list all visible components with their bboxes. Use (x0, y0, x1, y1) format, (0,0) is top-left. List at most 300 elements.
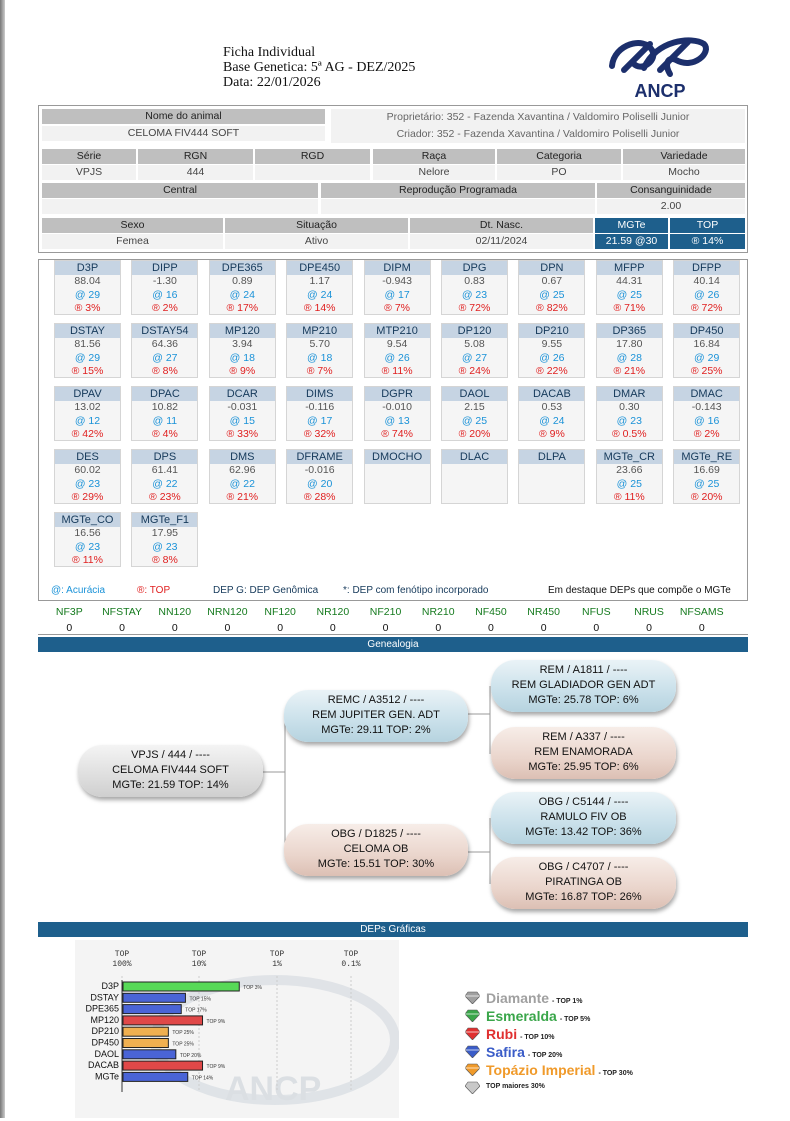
categoria-value: PO (497, 165, 621, 180)
dep-name: MP210 (287, 324, 352, 338)
medal-top: - TOP 10% (520, 1034, 555, 1041)
rgd-label: RGD (255, 149, 370, 164)
dep-accuracy: @ 23 (152, 540, 178, 553)
gem-icon (465, 1081, 480, 1094)
count-value-nr210: 0 (435, 622, 442, 634)
dep-card-dmar (596, 386, 663, 441)
dep-accuracy: @ 15 (229, 414, 255, 427)
count-value-nrn120: 0 (224, 622, 231, 634)
dep-value: 16.56 (74, 527, 101, 539)
dep-name: DPS (132, 450, 197, 464)
dtnasc-value: 02/11/2024 (410, 234, 593, 249)
dep-accuracy: @ 27 (461, 351, 488, 364)
dep-accuracy: @ 13 (384, 414, 410, 427)
dep-value: 3.94 (232, 338, 253, 350)
dep-name: DFPP (674, 261, 739, 275)
graphs-header: DEPs Gráficas (38, 922, 748, 937)
pedigree-mgte: MGTe: 21.59 TOP: 14% (112, 779, 229, 791)
pedigree-sire-dam[interactable] (491, 727, 676, 779)
dep-top: ® 21% (613, 365, 646, 377)
dep-card-d3p (54, 260, 121, 315)
pedigree-dam-dam[interactable] (491, 857, 676, 909)
dep-value: 40.14 (693, 275, 720, 287)
count-value-nrus: 0 (646, 622, 652, 634)
ancp-logo-text: ANCP (634, 81, 686, 101)
chart-bar-dp210 (123, 1027, 168, 1036)
dep-name: D3P (55, 261, 120, 275)
dep-card-dpg (441, 260, 508, 315)
count-label-nf210: NF210 (369, 606, 402, 618)
dep-name: DMS (210, 450, 275, 464)
dep-value: 13.02 (74, 401, 101, 413)
count-value-nfus: 0 (593, 622, 600, 634)
dep-value: -0.031 (227, 401, 258, 413)
legend-phenotype: *: DEP com fenótipo incorporado (343, 585, 489, 596)
dep-card-dmac (673, 386, 740, 441)
dep-top: ® 29% (71, 491, 104, 503)
animal-info-box (38, 105, 748, 253)
genealogy-header: Genealogia (38, 637, 748, 652)
legend-accuracy: @: Acurácia (51, 585, 106, 596)
dep-name: DPAC (132, 387, 197, 401)
dep-value: 5.70 (309, 338, 330, 350)
dep-card-mgte_re (673, 449, 740, 504)
medal-top: - TOP 5% (559, 1016, 591, 1023)
reproducao-label: Reprodução Programada (321, 183, 595, 198)
dep-top: ® 11% (72, 554, 103, 566)
top-label: TOP (670, 218, 745, 233)
dep-accuracy: @ 25 (616, 477, 642, 490)
dep-accuracy: @ 25 (694, 477, 720, 490)
count-label-nfus: NFUS (582, 606, 611, 618)
dep-accuracy: @ 27 (152, 351, 178, 364)
animal-name: CELOMA FIV444 SOFT (42, 126, 325, 141)
dep-top: ® 42% (71, 428, 104, 440)
dep-name: DSTAY (55, 324, 120, 338)
legend-genomic: DEP G: DEP Genômica (213, 585, 319, 596)
dep-name: DES (55, 450, 120, 464)
dep-top: ® 20% (458, 428, 491, 440)
dep-top (442, 491, 507, 505)
chart-category-label: DAOL (94, 1048, 119, 1059)
breeder: Criador: 352 - Fazenda Xavantina / Valdomiro Poliselli Junior (396, 128, 680, 140)
count-label-nf450: NF450 (475, 606, 507, 618)
dep-value: 88.04 (74, 275, 101, 287)
rgd-value (255, 165, 370, 180)
dep-accuracy: @ 26 (384, 351, 410, 364)
dep-top: ® 17% (226, 302, 259, 314)
dep-value: 10.82 (151, 401, 179, 413)
dep-value: 60.02 (74, 464, 101, 476)
count-label-nrn120: NRN120 (207, 606, 248, 618)
pedigree-name: PIRATINGA OB (545, 876, 622, 888)
dep-top: ® 8% (151, 554, 178, 566)
dep-name: MGTe_CR (597, 450, 662, 464)
dep-value: -0.116 (305, 401, 335, 413)
chart-category-label: DSTAY (90, 992, 119, 1003)
dep-name: DP450 (674, 324, 739, 338)
dep-value: 0.30 (619, 401, 640, 413)
dep-name: DPE450 (287, 261, 352, 275)
dep-accuracy: @ 26 (539, 351, 565, 364)
dep-card-mgte_co (54, 512, 121, 567)
dep-accuracy: @ 24 (307, 288, 333, 301)
dep-accuracy: @ 24 (539, 414, 565, 427)
dep-value: -0.010 (382, 401, 412, 413)
dep-card-dpav (54, 386, 121, 441)
situacao-value: Ativo (225, 234, 408, 249)
dep-card-dlpa (518, 449, 585, 504)
dep-card-mp120 (209, 323, 276, 378)
count-label-nn120: NN120 (158, 606, 192, 618)
dep-accuracy: @ 11 (152, 414, 178, 427)
dep-top (365, 491, 430, 505)
dep-top: ® 4% (151, 428, 178, 440)
medal-top: - TOP 30% (598, 1070, 633, 1077)
dep-name: DPE365 (210, 261, 275, 275)
dep-accuracy: @ 16 (152, 288, 178, 301)
dep-card-dcar (209, 386, 276, 441)
count-label-nf3p: NF3P (55, 606, 83, 618)
chart-bar-mp120 (123, 1016, 203, 1025)
dep-top: ® 11% (381, 365, 413, 377)
dep-accuracy (365, 478, 430, 492)
dep-accuracy: @ 23 (74, 477, 101, 490)
pedigree-sire[interactable] (284, 690, 468, 742)
dep-card-dp450 (673, 323, 740, 378)
pedigree-mgte: MGTe: 25.95 TOP: 6% (528, 761, 639, 773)
dep-card-dstay (54, 323, 121, 378)
pedigree-sire-sire[interactable] (491, 660, 676, 712)
sexo-value: Femea (42, 234, 223, 249)
chart-bar-label: TOP 3% (243, 985, 262, 991)
pedigree-mgte: MGTe: 25.78 TOP: 6% (528, 694, 639, 706)
dep-top: ® 14% (303, 302, 336, 314)
dep-card-dlac (441, 449, 508, 504)
chart-bar-label: TOP 17% (185, 1007, 207, 1014)
consanguinidade-value: 2.00 (597, 199, 745, 214)
dep-card-dacab (518, 386, 585, 441)
chart-bar-daol (123, 1050, 176, 1059)
dep-name: DMAR (597, 387, 662, 401)
dep-value: 0.89 (232, 275, 253, 287)
dep-name: DMOCHO (365, 450, 430, 464)
dep-name: DACAB (519, 387, 584, 401)
dep-card-dmocho (364, 449, 431, 504)
chart-bar-dpe365 (123, 1005, 181, 1014)
chart-column-header: 0.1% (341, 960, 361, 969)
dep-accuracy (442, 478, 507, 492)
medal-name: Rubi - TOP 10% (486, 1026, 555, 1042)
dep-accuracy: @ 12 (74, 414, 101, 427)
dep-accuracy: @ 22 (229, 477, 255, 490)
dep-top: ® 33% (226, 428, 259, 440)
count-label-nfstay: NFSTAY (102, 606, 142, 618)
count-label-nr450: NR450 (527, 606, 560, 618)
pedigree-id: VPJS / 444 / ---- (131, 749, 210, 761)
count-label-nrus: NRUS (634, 606, 664, 618)
dep-accuracy: @ 18 (229, 351, 255, 364)
chart-bar-label: TOP 9% (206, 1018, 226, 1025)
legend-top: ®: TOP (137, 585, 171, 596)
dep-value: -0.143 (691, 401, 722, 413)
dep-accuracy: @ 29 (74, 351, 101, 364)
dep-card-dipp (131, 260, 198, 315)
dep-name: DCAR (210, 387, 275, 401)
mgte-value: 21.59 @30 (595, 234, 668, 249)
pedigree-mgte: MGTe: 15.51 TOP: 30% (317, 858, 435, 870)
chart-column-header: 100% (112, 960, 132, 969)
chart-bar-label: TOP 25% (172, 1030, 194, 1037)
count-value-nf450: 0 (488, 622, 494, 634)
dep-value (365, 464, 430, 478)
pedigree-id: REM / A1811 / ---- (539, 664, 628, 676)
medal-name: Esmeralda - TOP 5% (486, 1008, 591, 1024)
dep-value: 64.36 (151, 338, 179, 350)
count-value-nfstay: 0 (119, 622, 125, 634)
dep-name: DP365 (597, 324, 662, 338)
dep-value: 0.53 (541, 401, 563, 413)
pedigree-name: REM JUPITER GEN. ADT (312, 709, 440, 721)
dep-accuracy: @ 17 (307, 414, 333, 427)
dep-card-mfpp (596, 260, 663, 315)
chart-category-label: DPE365 (85, 1003, 119, 1014)
categoria-label: Categoria (497, 149, 621, 164)
pedigree-id: REM / A337 / ---- (542, 731, 625, 743)
dep-accuracy: @ 16 (694, 414, 720, 427)
chart-bar-d3p (123, 982, 239, 991)
gem-icon (465, 1063, 480, 1076)
variedade-value: Mocho (623, 165, 745, 180)
dep-card-mgte_cr (596, 449, 663, 504)
dep-accuracy (519, 478, 584, 492)
dtnasc-label: Dt. Nasc. (410, 218, 593, 233)
dep-name: DAOL (442, 387, 507, 401)
central-value (42, 199, 318, 214)
dep-value: 5.08 (464, 338, 485, 350)
dep-name: MFPP (597, 261, 662, 275)
medal-top: - TOP 1% (552, 998, 583, 1005)
dep-card-dims (286, 386, 353, 441)
chart-category-label: D3P (101, 981, 119, 991)
count-value-nf3p: 0 (66, 622, 73, 634)
dep-top: ® 74% (381, 428, 413, 440)
pedigree-mgte: MGTe: 16.87 TOP: 26% (525, 891, 642, 903)
pedigree-dam[interactable] (284, 824, 468, 876)
dep-name: DIMS (287, 387, 352, 401)
dep-accuracy: @ 23 (74, 540, 101, 553)
dep-accuracy: @ 22 (152, 477, 178, 490)
counts-divider (38, 634, 748, 635)
dep-top: ® 15% (71, 365, 104, 377)
dep-value: 2.15 (464, 401, 485, 413)
dep-accuracy: @ 25 (461, 414, 488, 427)
dep-name: DGPR (365, 387, 430, 401)
dep-value: 44.31 (616, 275, 643, 287)
chart-bar-label: TOP 9% (206, 1064, 226, 1071)
count-value-nr450: 0 (540, 622, 547, 634)
dep-top: ® 9% (538, 428, 565, 440)
dep-name: DLAC (442, 450, 507, 464)
dep-card-dgpr (364, 386, 431, 441)
dep-accuracy: @ 29 (694, 351, 720, 364)
dep-top: ® 32% (303, 428, 336, 440)
dep-value: 9.55 (541, 338, 563, 350)
count-label-nfsams: NFSAMS (679, 606, 724, 618)
dep-name: DP120 (442, 324, 507, 338)
dep-card-dp210 (518, 323, 585, 378)
dep-top: ® 11% (613, 491, 645, 503)
dep-card-dfpp (673, 260, 740, 315)
dep-accuracy: @ 25 (539, 288, 565, 301)
dep-accuracy: @ 24 (229, 288, 255, 301)
dep-top: ® 20% (690, 491, 723, 503)
report-header (223, 45, 415, 90)
dep-value: 16.69 (693, 464, 720, 476)
dep-name: DPG (442, 261, 507, 275)
dep-name: DFRAME (287, 450, 352, 464)
dep-name: DPN (519, 261, 584, 275)
dep-value: -0.943 (382, 275, 412, 287)
medal-name: Safira - TOP 20% (486, 1044, 563, 1060)
dep-value: 0.83 (464, 275, 485, 287)
dep-top: ® 2% (151, 302, 178, 314)
legend-mgte-note: Em destaque DEPs que compõe o MGTe (548, 585, 731, 596)
dep-value: 62.96 (229, 464, 256, 476)
pedigree-id: OBG / D1825 / ---- (331, 828, 421, 840)
dep-name: DSTAY54 (132, 324, 197, 338)
chart-category-label: MGTe (94, 1071, 119, 1082)
dep-name: DMAC (674, 387, 739, 401)
dep-accuracy: @ 29 (74, 288, 101, 301)
dep-accuracy: @ 25 (616, 288, 642, 301)
count-value-nr120: 0 (329, 622, 336, 634)
dep-accuracy: @ 23 (616, 414, 642, 427)
ancp-logo (604, 30, 716, 102)
dep-top: ® 24% (458, 365, 491, 377)
dep-card-mgte_f1 (131, 512, 198, 567)
pedigree-dam-sire[interactable] (491, 792, 676, 844)
gem-icon (465, 1045, 480, 1058)
dep-name: DPAV (55, 387, 120, 401)
count-value-nn120: 0 (171, 622, 178, 634)
pedigree-id: OBG / C4707 / ---- (538, 861, 629, 873)
chart-bar-mgte (123, 1072, 188, 1081)
dep-value: 17.80 (616, 338, 643, 350)
dep-card-dp120 (441, 323, 508, 378)
dep-name: MGTe_CO (55, 513, 120, 527)
chart-column-header: TOP (191, 950, 207, 959)
chart-category-label: DACAB (87, 1060, 119, 1071)
dep-value: 61.41 (151, 464, 179, 476)
mgte-label: MGTe (595, 218, 668, 233)
dep-card-dframe (286, 449, 353, 504)
gem-icon (465, 991, 480, 1004)
dep-card-mp210 (286, 323, 353, 378)
chart-column-header: TOP (343, 950, 359, 959)
chart-bar-dp450 (123, 1039, 168, 1048)
dep-top: ® 7% (306, 365, 333, 377)
situacao-label: Situação (225, 218, 408, 233)
chart-column-header: TOP (269, 950, 285, 959)
pedigree-id: REMC / A3512 / ---- (327, 694, 425, 706)
dep-top: ® 2% (693, 428, 720, 440)
watermark-text: ANCP (225, 1070, 322, 1108)
pedigree-mgte: MGTe: 13.42 TOP: 36% (525, 826, 642, 838)
dep-top: ® 0.5% (612, 428, 647, 440)
dep-top: ® 23% (149, 491, 181, 503)
dep-top: ® 22% (536, 365, 568, 377)
sexo-label: Sexo (42, 218, 223, 233)
dep-top: ® 7% (384, 302, 411, 314)
medal-name: Diamante - TOP 1% (486, 990, 583, 1006)
dep-top: ® 3% (74, 302, 101, 314)
dep-top: ® 71% (613, 302, 646, 314)
dep-accuracy: @ 18 (307, 351, 333, 364)
chart-category-label: DP450 (91, 1037, 119, 1048)
dep-value: 1.17 (309, 275, 330, 287)
consanguinidade-label: Consanguinidade (597, 183, 745, 198)
chart-column-header: 10% (191, 960, 207, 969)
dep-top: ® 9% (229, 365, 256, 377)
chart-bar-label: TOP 15% (189, 996, 211, 1003)
pedigree-name: REM ENAMORADA (534, 746, 633, 758)
pedigree-name: RAMULO FIV OB (540, 811, 627, 823)
raca-label: Raça (373, 149, 495, 164)
owner: Proprietário: 352 - Fazenda Xavantina / Valdomiro Poliselli Junior (386, 111, 690, 123)
dep-name: DIPM (365, 261, 430, 275)
dep-top: ® 25% (690, 365, 723, 377)
pedigree-id: OBG / C5144 / ---- (538, 796, 629, 808)
chart-bar-label: TOP 25% (172, 1041, 194, 1048)
pedigree-animal[interactable] (78, 745, 263, 797)
dep-card-daol (441, 386, 508, 441)
dep-card-dpn (518, 260, 585, 315)
count-label-nr210: NR210 (421, 606, 455, 618)
pedigree-name: CELOMA FIV444 SOFT (112, 764, 229, 776)
report-date: Data: 22/01/2026 (223, 75, 321, 90)
count-label-nf120: NF120 (264, 606, 296, 618)
chart-category-label: DP210 (91, 1026, 119, 1037)
count-label-nr120: NR120 (316, 606, 350, 618)
dep-name: DP210 (519, 324, 584, 338)
dep-name: DLPA (519, 450, 584, 464)
medal-top: - TOP 20% (527, 1052, 563, 1059)
dep-name: MTP210 (365, 324, 430, 338)
top-value: ® 14% (670, 234, 745, 249)
dep-value: 9.54 (386, 338, 408, 350)
medal-name: Topázio Imperial - TOP 30% (486, 1062, 633, 1078)
dep-card-dstay54 (131, 323, 198, 378)
chart-column-header: TOP (114, 950, 130, 959)
dep-value: 16.84 (693, 338, 720, 350)
report-title: Ficha Individual (223, 45, 316, 60)
gem-icon (465, 1009, 480, 1022)
dep-card-mtp210 (364, 323, 431, 378)
dep-card-dipm (364, 260, 431, 315)
dep-value: -0.016 (304, 464, 335, 476)
pedigree-name: CELOMA OB (343, 843, 409, 855)
dep-top: ® 28% (303, 491, 336, 503)
dep-card-dp365 (596, 323, 663, 378)
page-left-border (0, 0, 5, 1118)
deps-legend (41, 584, 746, 599)
dep-top: ® 21% (226, 491, 259, 503)
medal-footer-text: TOP maiores 30% (486, 1083, 545, 1090)
count-value-nf120: 0 (277, 622, 284, 634)
dep-name: MGTe_RE (674, 450, 739, 464)
name-label: Nome do animal (42, 109, 325, 124)
